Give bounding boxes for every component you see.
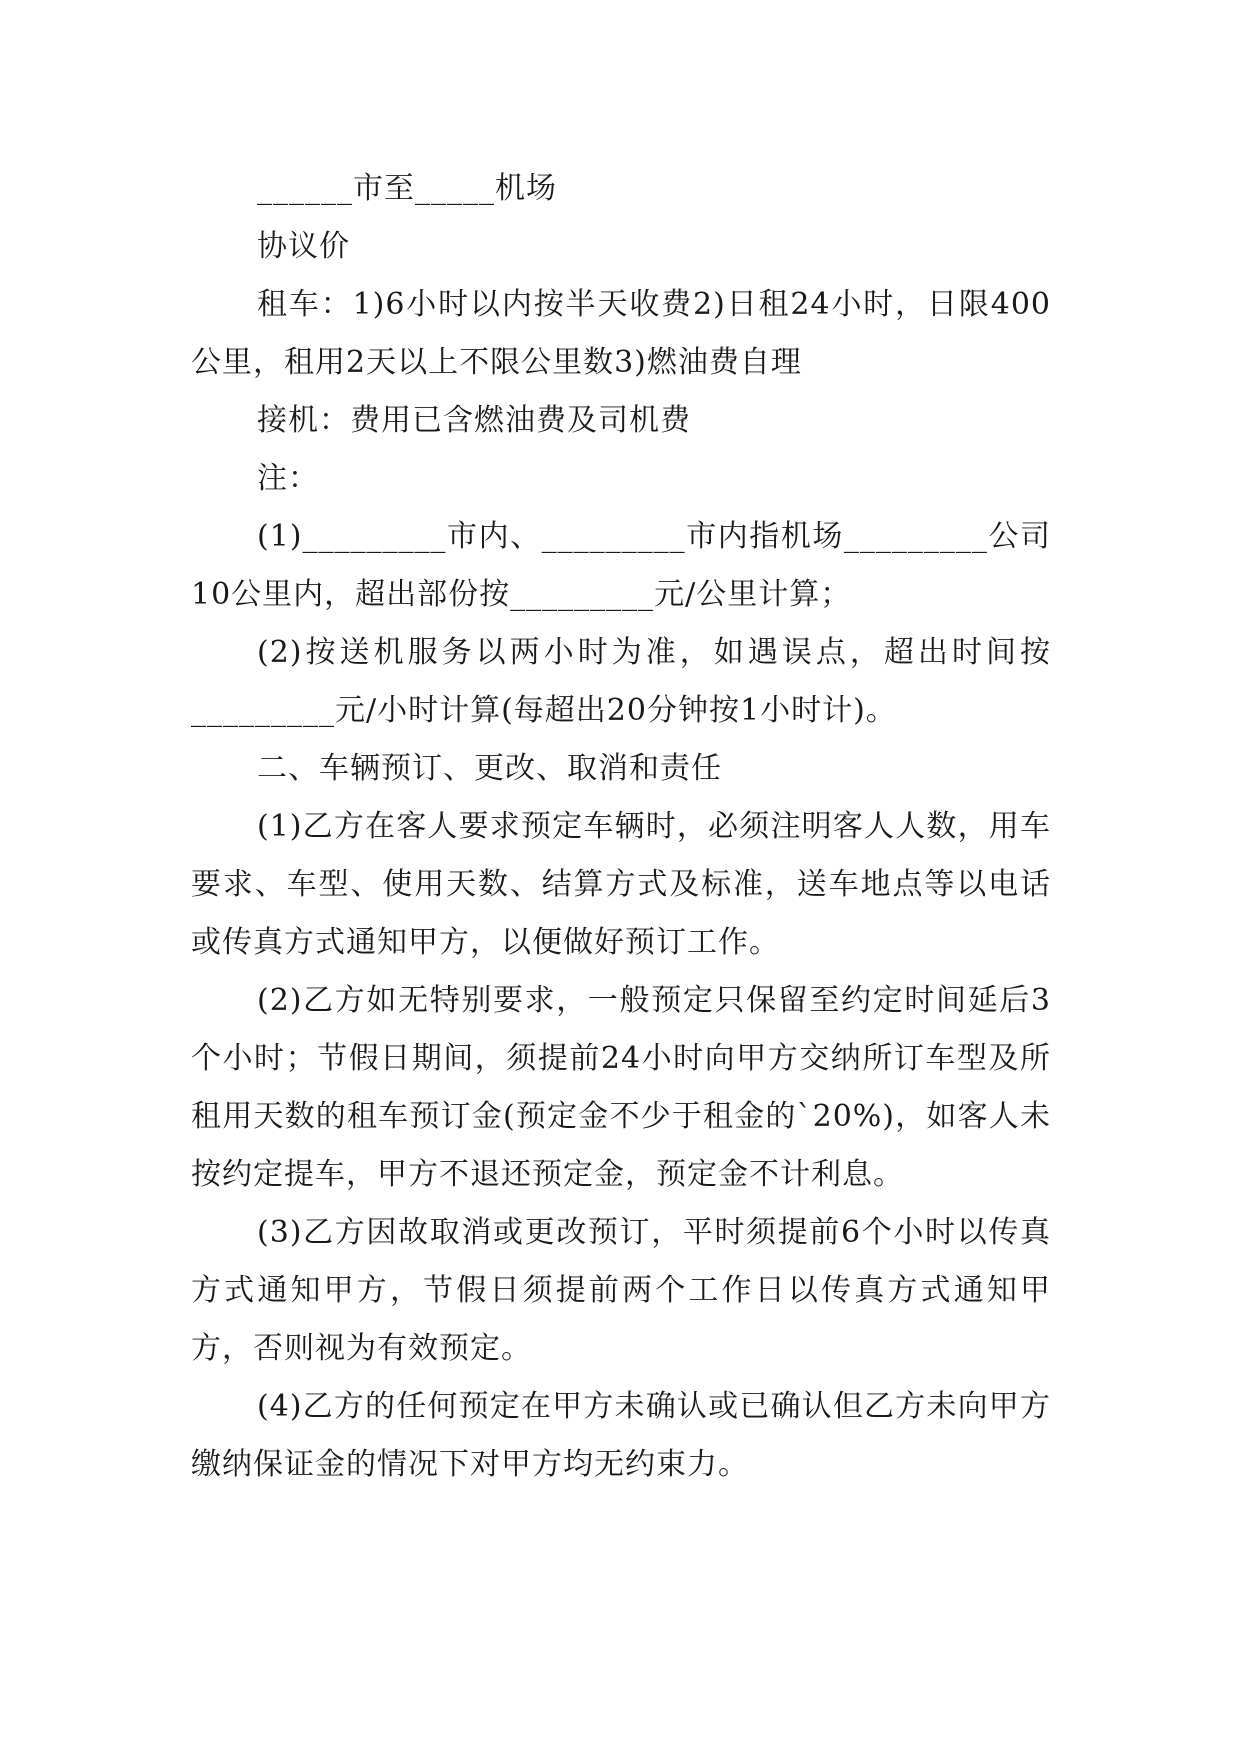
- note-heading: 注：: [257, 461, 319, 496]
- clause-1: (1)乙方在客人要求预定车辆时，必须注明客人人数，用车要求、车型、使用天数、结算方式及标准，送车地点等以电话或传真方式通知甲方，以便做好预订工作。: [191, 809, 1051, 960]
- note-item-1: (1)_________市内、_________市内指机场_________公司10公里内，超出部份按_________元/公里计算；: [191, 519, 1051, 612]
- airport-pickup-terms: 接机：费用已含燃油费及司机费: [257, 403, 691, 438]
- clause-3: (3)乙方因故取消或更改预订，平时须提前6个小时以传真方式通知甲方，节假日须提前两个工作日以传真方式通知甲方，否则视为有效预定。: [191, 1215, 1051, 1366]
- car-rental-terms: 租车：1)6小时以内按半天收费2)日租24小时，日限400公里，租用2天以上不限公里数3)燃油费自理: [191, 287, 1051, 380]
- route-line: ______市至_____机场: [257, 171, 557, 206]
- clause-4: (4)乙方的任何预定在甲方未确认或已确认但乙方未向甲方缴纳保证金的情况下对甲方均无约束力。: [191, 1389, 1051, 1482]
- note-item-2: (2)按送机服务以两小时为准，如遇误点，超出时间按_________元/小时计算(每超出20分钟按1小时计)。: [191, 635, 1051, 728]
- section-heading: 二、车辆预订、更改、取消和责任: [257, 751, 722, 786]
- agreement-price-heading: 协议价: [257, 229, 350, 264]
- clause-2: (2)乙方如无特别要求，一般预定只保留至约定时间延后3个小时；节假日期间，须提前24小时向甲方交纳所订车型及所租用天数的租车预订金(预定金不少于租金的`20%)，如客人未按约定提车，甲方不退还预定金，预定金不计利息。: [191, 983, 1051, 1192]
- document-body: [191, 160, 1051, 1494]
